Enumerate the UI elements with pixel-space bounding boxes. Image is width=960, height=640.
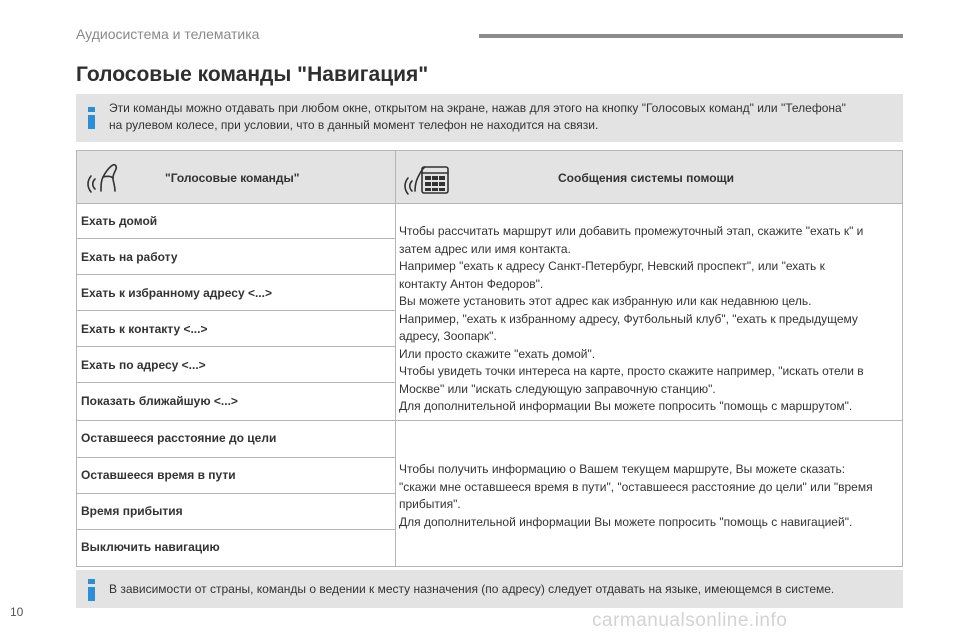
commands-column: [77, 204, 396, 566]
info-note-line: Эти команды можно отдавать при любом окне, открытом на экране, нажав для этого на кнопку "Голосовых команд" или "Телефона": [109, 101, 846, 115]
command-row: [77, 276, 395, 311]
help-line: Чтобы увидеть точки интереса на карте, просто скажите например, "искать отели в: [399, 364, 864, 378]
command-row: [77, 312, 395, 347]
command-label: Оставшееся расстояние до цели: [81, 431, 277, 445]
command-label: Оставшееся время в пути: [81, 468, 236, 482]
command-row: [77, 240, 395, 275]
command-row: [77, 494, 395, 530]
help-line: Вы можете установить этот адрес как избранную или как недавнюю цель.: [399, 294, 812, 308]
command-label: Ехать к контакту <...>: [81, 322, 208, 336]
info-note-bottom: [76, 570, 903, 608]
info-note-text: [109, 100, 889, 134]
help-line: Чтобы получить информацию о Вашем текущем маршруте, Вы можете сказать:: [399, 462, 846, 476]
header-help-messages-label: Сообщения системы помощи: [558, 171, 735, 185]
command-label: Ехать к избранному адресу <...>: [81, 286, 272, 300]
help-line: "скажи мне оставшееся время в пути", "оставшееся расстояние до цели" или "время: [399, 479, 873, 494]
help-line: затем адрес или имя контакта.: [399, 241, 571, 256]
header-voice-commands-label: "Голосовые команды": [165, 171, 300, 185]
help-line: Например "ехать к адресу Санкт-Петербург, Невский проспект", или "ехать к: [399, 259, 825, 273]
header-voice-commands: [77, 151, 396, 203]
help-message-route-info: [396, 421, 902, 566]
command-label: Показать ближайшую <...>: [81, 394, 238, 408]
help-message-navigation: [396, 204, 902, 421]
info-note-line: на рулевом колесе, при условии, что в данный момент телефон не находится на связи.: [109, 118, 599, 132]
info-note-top: [76, 94, 903, 142]
help-line: Для дополнительной информации Вы можете попросить "помощь с навигацией".: [399, 514, 853, 529]
command-label: Ехать на работу: [81, 250, 178, 264]
help-line: Москве" или "искать следующую заправочную станцию".: [399, 381, 716, 396]
command-label: Время прибытия: [81, 504, 183, 518]
command-row: [77, 458, 395, 494]
help-line: Например, "ехать к избранному адресу, Футбольный клуб", "ехать к предыдущему: [399, 311, 858, 326]
command-label: Выключить навигацию: [81, 540, 220, 554]
voice-command-icon: [87, 161, 127, 195]
page-number: 10: [10, 605, 24, 619]
help-line: адресу, Зоопарк".: [399, 329, 497, 343]
help-line: прибытия".: [399, 497, 461, 511]
watermark: carmanualsonline.info: [592, 610, 788, 631]
table-header: [77, 151, 902, 204]
command-row: [77, 348, 395, 383]
help-line: Чтобы рассчитать маршрут или добавить промежуточный этап, скажите "ехать к" и: [399, 224, 864, 238]
command-label: Ехать домой: [81, 214, 158, 228]
voice-commands-table: [76, 150, 903, 567]
command-label: Ехать по адресу <...>: [81, 358, 206, 372]
help-line: контакту Антон Федоров".: [399, 276, 544, 291]
command-row: [77, 421, 395, 458]
help-message-text: [399, 223, 894, 416]
command-row: [77, 530, 395, 566]
header-divider: [479, 34, 903, 38]
help-line: Для дополнительной информации Вы можете попросить "помощь с маршрутом".: [399, 399, 853, 413]
voice-help-screen-icon: [404, 161, 452, 197]
help-message-text: [399, 461, 894, 531]
command-row: [77, 384, 395, 421]
info-note-text: В зависимости от страны, команды о ведении к месту назначения (по адресу) следует отдавать на языке, имеющемся в системе.: [109, 582, 835, 596]
header-help-messages: [396, 151, 902, 203]
command-row: [77, 204, 395, 239]
page-title: Голосовые команды "Навигация": [76, 63, 429, 86]
help-line: Или просто скажите "ехать домой".: [399, 346, 596, 361]
section-title: Аудиосистема и телематика: [76, 26, 260, 42]
